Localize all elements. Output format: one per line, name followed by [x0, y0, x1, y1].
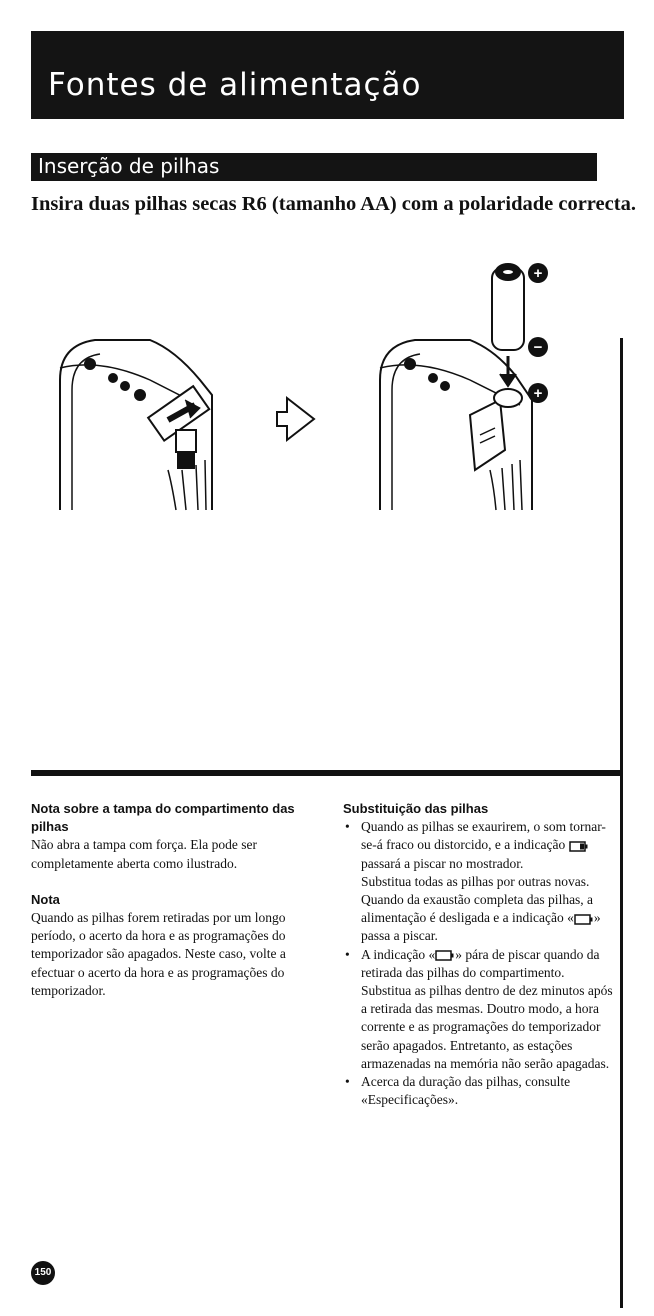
note-cover-body: Não abra a tampa com força. Ela pode ser completamente aberta como ilustrado. — [31, 837, 258, 871]
bullet-weak-battery — [343, 818, 618, 873]
note-cover-title: Nota sobre a tampa do compartimento das pilhas — [31, 801, 295, 835]
replacement-title: Substituição das pilhas — [343, 801, 489, 816]
bullet-text: » passa a piscar. — [361, 910, 601, 944]
intro-instruction: Insira duas pilhas secas R6 (tamanho AA) com a polaridade correcta. — [31, 193, 636, 215]
note-body: Quando as pilhas forem retiradas por um longo período, o acerto da hora e as programações do temporizador são apagados. Neste caso, volte a efectuar o acerto da hora e as programações do temporizador. — [31, 910, 286, 998]
section-title-bar — [31, 153, 597, 181]
bullet-battery-life: • Acerca da duração das pilhas, consulte «Especificações». — [343, 1073, 618, 1109]
battery-insertion-illustration — [0, 240, 654, 530]
bullet-text: passará a piscar no mostrador. — [361, 855, 524, 871]
battery-replacement-column — [343, 800, 618, 1109]
note-title: Nota — [31, 891, 60, 907]
chapter-title: Fontes de alimentação — [48, 67, 422, 103]
section-title: Inserção de pilhas — [38, 154, 220, 178]
minus-polarity-icon — [528, 337, 548, 357]
page-number: 150 — [31, 1261, 55, 1285]
radio-device-closed — [60, 340, 212, 510]
bullet-text: Substitua todas as pilhas por outras novas. Quando da exaustão completa das pilhas, a alimentação é desligada e a indicação « — [361, 873, 594, 926]
svg-text:+: + — [533, 265, 543, 282]
bullet-continuation — [343, 873, 618, 946]
section-divider — [31, 770, 622, 776]
plus-polarity-icon — [528, 263, 548, 283]
battery-aa-icon — [492, 264, 524, 386]
battery-empty-icon — [574, 914, 594, 925]
bullet-stop-blinking — [343, 946, 618, 1073]
svg-text:−: − — [533, 339, 543, 356]
bullet-text: Quando as pilhas se exaurirem, o som tornar-se-á fraco ou distorcido, e a indicação — [361, 819, 606, 853]
chapter-title-bar — [31, 31, 624, 119]
bullet-text: A indicação « — [361, 946, 436, 962]
battery-low-icon — [569, 841, 589, 852]
arrow-right-icon — [277, 398, 314, 440]
battery-empty-icon — [435, 950, 455, 961]
page-edge-rule — [620, 338, 623, 1308]
plus-polarity-icon — [528, 383, 548, 403]
bullet-text: » pára de piscar quando da retirada das pilhas do compartimento. Substitua as pilhas dentro de dez minutos após a retirada das mesmas. Doutro modo, a hora corrente e as programações do temporizador serão apagados. Entretanto, as estações armazenadas na memória não serão apagadas. — [361, 946, 613, 1071]
svg-text:+: + — [533, 385, 543, 402]
notes-column — [31, 800, 301, 1000]
